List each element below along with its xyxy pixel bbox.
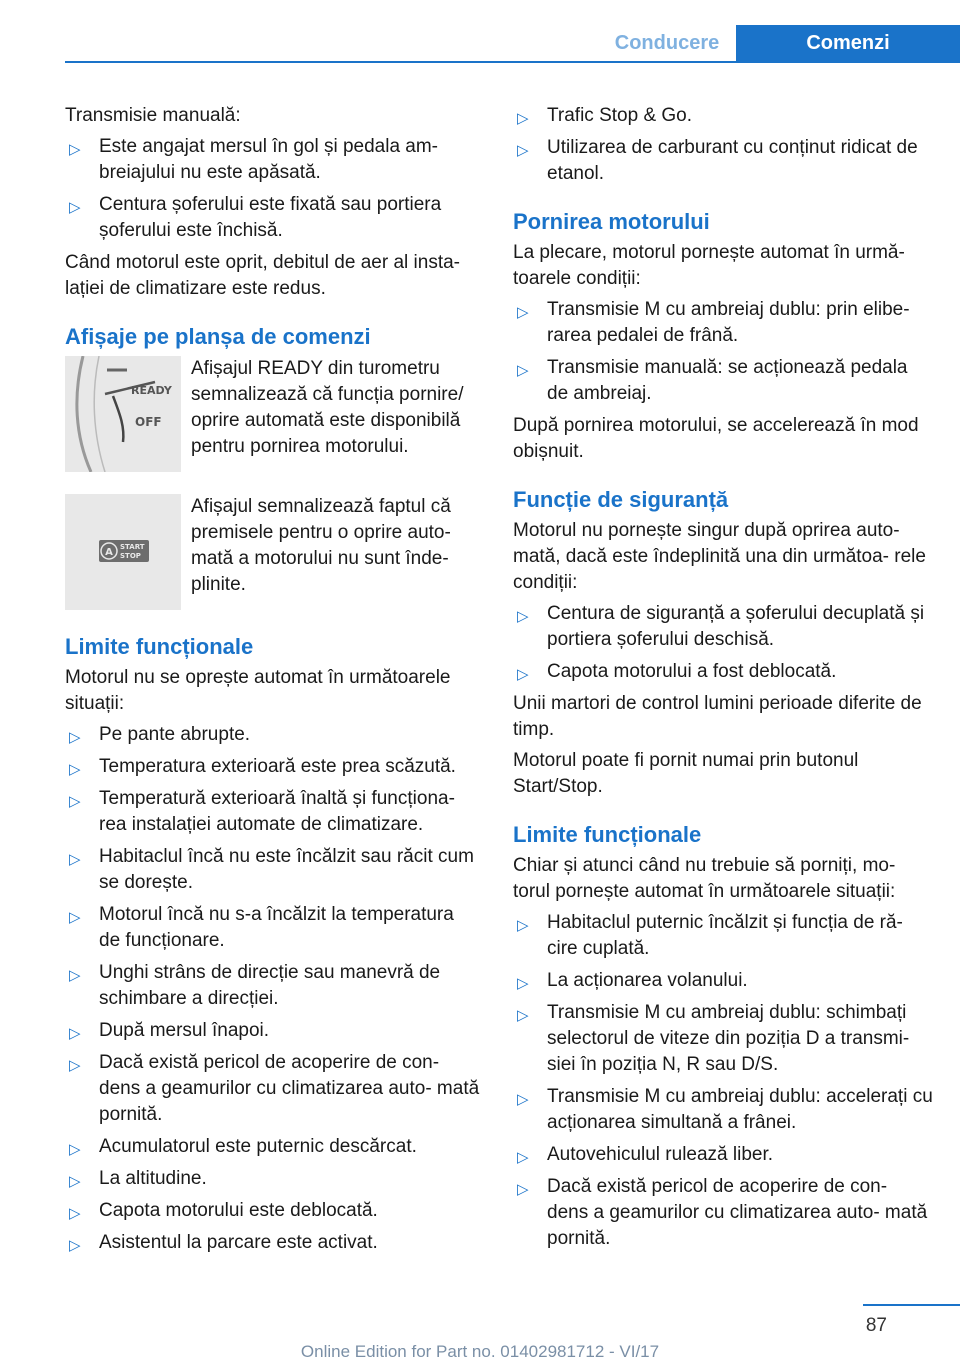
list-item: ▷ Dacă există pericol de acoperire de con‐ dens a geamurilor cu climatizarea auto‐ mată pornită. xyxy=(69,1052,480,1125)
list-item: ▷ Asistentul la parcare este activat. xyxy=(65,1230,480,1256)
list-item: ▷ Dacă există pericol de acoperire de con‐ dens a geamurilor cu climatizarea auto‐ mată pornită. xyxy=(517,1176,928,1249)
intro-text: Transmisie manuală: xyxy=(65,105,241,126)
list-item: ▷ Este angajat mersul în gol și pedala am‐ breiajului nu este apăsată. xyxy=(69,136,439,183)
svg-text:A: A xyxy=(105,547,113,558)
tab-comenzi[interactable]: Comenzi xyxy=(736,25,960,61)
svg-text:OFF: OFF xyxy=(135,415,162,429)
triangle-right-icon: ▷ xyxy=(517,1091,529,1108)
list-item: ▷ Capota motorului este deblocată. xyxy=(65,1198,480,1224)
triangle-right-icon: ▷ xyxy=(69,1173,81,1190)
heading-limits-2: Limite funcționale xyxy=(513,822,702,847)
list-item: ▷ Temperatura exterioară este prea scăzută. xyxy=(65,754,480,780)
triangle-right-icon: ▷ xyxy=(69,141,81,158)
footer-rule xyxy=(863,1304,960,1306)
limits2-bullet-list xyxy=(513,910,933,1252)
triangle-right-icon: ▷ xyxy=(517,362,529,379)
start-stop-warning-image xyxy=(65,494,181,610)
triangle-right-icon: ▷ xyxy=(517,917,529,934)
figure-start-stop-caption: Afișajul semnalizează faptul că premisele pentru o oprire auto‐ mată a motorului nu sunt înde‐ plinite. xyxy=(191,496,451,595)
svg-text:READY: READY xyxy=(131,384,172,397)
triangle-right-icon: ▷ xyxy=(69,1205,81,1222)
list-item: ▷ Habitaclul încă nu este încălzit sau răcit cum se dorește. xyxy=(69,846,474,893)
list-item: ▷ Habitaclul puternic încălzit și funcția de ră‐ cire cuplată. xyxy=(517,912,903,959)
left-column xyxy=(65,103,480,1262)
list-item: ▷ Transmisie M cu ambreiaj dublu: prin elibe‐ rarea pedalei de frână. xyxy=(517,299,910,346)
triangle-right-icon: ▷ xyxy=(69,729,81,746)
list-item: ▷ Acumulatorul este puternic descărcat. xyxy=(65,1134,480,1160)
top-bullet-list xyxy=(513,103,933,187)
list-item: ▷ La acționarea volanului. xyxy=(513,968,933,994)
list-item: ▷ Temperatură exterioară înaltă și funcționa‐ rea instalației automate de climatizare. xyxy=(69,788,455,835)
figure-start-stop xyxy=(65,494,480,610)
triangle-right-icon: ▷ xyxy=(517,304,529,321)
triangle-right-icon: ▷ xyxy=(69,1057,81,1074)
climate-paragraph: Când motorul este oprit, debitul de aer al insta‐ lației de climatizare este redus. xyxy=(65,252,460,299)
list-item: ▷ Pe pante abrupte. xyxy=(65,722,480,748)
safety-intro: Motorul nu pornește singur după oprirea auto‐ mată, dacă este îndeplinită una din următoa‐ rele condiții: xyxy=(513,520,926,593)
triangle-right-icon: ▷ xyxy=(69,1025,81,1042)
triangle-right-icon: ▷ xyxy=(517,666,529,683)
heading-limits: Limite funcționale xyxy=(65,634,254,659)
limits-intro: Motorul nu se oprește automat în următoarele situații: xyxy=(65,667,451,714)
triangle-right-icon: ▷ xyxy=(69,909,81,926)
list-item: ▷ După mersul înapoi. xyxy=(65,1018,480,1044)
triangle-right-icon: ▷ xyxy=(517,1149,529,1166)
safety-bullet-list xyxy=(513,601,933,685)
triangle-right-icon: ▷ xyxy=(69,967,81,984)
footer-edition: Online Edition for Part no. 01402981712 - VI/17 xyxy=(300,1342,660,1361)
triangle-right-icon: ▷ xyxy=(69,1237,81,1254)
start-after: După pornirea motorului, se accelerează în mod obișnuit. xyxy=(513,415,919,462)
start-bullet-list xyxy=(513,297,933,407)
list-item: ▷ La altitudine. xyxy=(65,1166,480,1192)
list-item: ▷ Motorul încă nu s-a încălzit la temperatura de funcționare. xyxy=(69,904,454,951)
safety-paragraph-2: Motorul poate fi pornit numai prin butonul Start/Stop. xyxy=(513,750,859,797)
header-rule xyxy=(65,61,960,63)
list-item: ▷ Autovehiculul rulează liber. xyxy=(513,1142,933,1168)
list-item: ▷ Unghi strâns de direcție sau manevră de schimbare a direcției. xyxy=(69,962,441,1009)
svg-text:STOP: STOP xyxy=(120,552,141,560)
right-column xyxy=(513,103,933,1258)
triangle-right-icon: ▷ xyxy=(69,199,81,216)
list-item: ▷ Transmisie M cu ambreiaj dublu: schimbați selectorul de viteze din poziția D a transmi‐ siei în poziția N, R sau D/S. xyxy=(517,1002,910,1075)
heading-start: Pornirea motorului xyxy=(513,209,710,234)
figure-ready xyxy=(65,356,480,472)
safety-paragraph-1: Unii martori de control lumini perioade diferite de timp. xyxy=(513,693,922,740)
triangle-right-icon: ▷ xyxy=(69,761,81,778)
list-item: ▷ Centura șoferului este fixată sau portiera șoferului este închisă. xyxy=(69,194,442,241)
list-item: ▷ Transmisie M cu ambreiaj dublu: accelerați cu acționarea simultană a frânei. xyxy=(517,1086,933,1133)
heading-display: Afișaje pe planșa de comenzi xyxy=(65,324,371,349)
tab-conducere[interactable]: Conducere xyxy=(598,25,736,61)
triangle-right-icon: ▷ xyxy=(517,975,529,992)
triangle-right-icon: ▷ xyxy=(517,1181,529,1198)
triangle-right-icon: ▷ xyxy=(517,1007,529,1024)
page-number: 87 xyxy=(865,1315,887,1336)
limits2-intro: Chiar și atunci când nu trebuie să porniți, mo‐ torul pornește automat în următoarele situații: xyxy=(513,855,896,902)
list-item: ▷ Trafic Stop & Go. xyxy=(513,103,933,129)
intro-bullet-list xyxy=(65,134,480,244)
triangle-right-icon: ▷ xyxy=(69,1141,81,1158)
list-item: ▷ Centura de siguranță a șoferului decuplată și portiera șoferului deschisă. xyxy=(517,603,925,650)
list-item: ▷ Transmisie manuală: se acționează pedala de ambreiaj. xyxy=(517,357,908,404)
triangle-right-icon: ▷ xyxy=(517,142,529,159)
triangle-right-icon: ▷ xyxy=(517,110,529,127)
list-item: ▷ Capota motorului a fost deblocată. xyxy=(513,659,933,685)
list-item: ▷ Utilizarea de carburant cu conținut ridicat de etanol. xyxy=(517,137,918,184)
triangle-right-icon: ▷ xyxy=(69,793,81,810)
triangle-right-icon: ▷ xyxy=(517,608,529,625)
limits-bullet-list xyxy=(65,722,480,1256)
svg-text:START: START xyxy=(120,543,145,551)
triangle-right-icon: ▷ xyxy=(69,851,81,868)
figure-ready-caption: Afișajul READY din turometru semnalizează că funcția pornire/ oprire automată este disponibilă pentru pornirea motorului. xyxy=(191,358,464,457)
tachometer-ready-image xyxy=(65,356,181,472)
start-intro: La plecare, motorul pornește automat în urmă‐ toarele condiții: xyxy=(513,242,905,289)
heading-safety: Funcție de siguranță xyxy=(513,487,729,512)
